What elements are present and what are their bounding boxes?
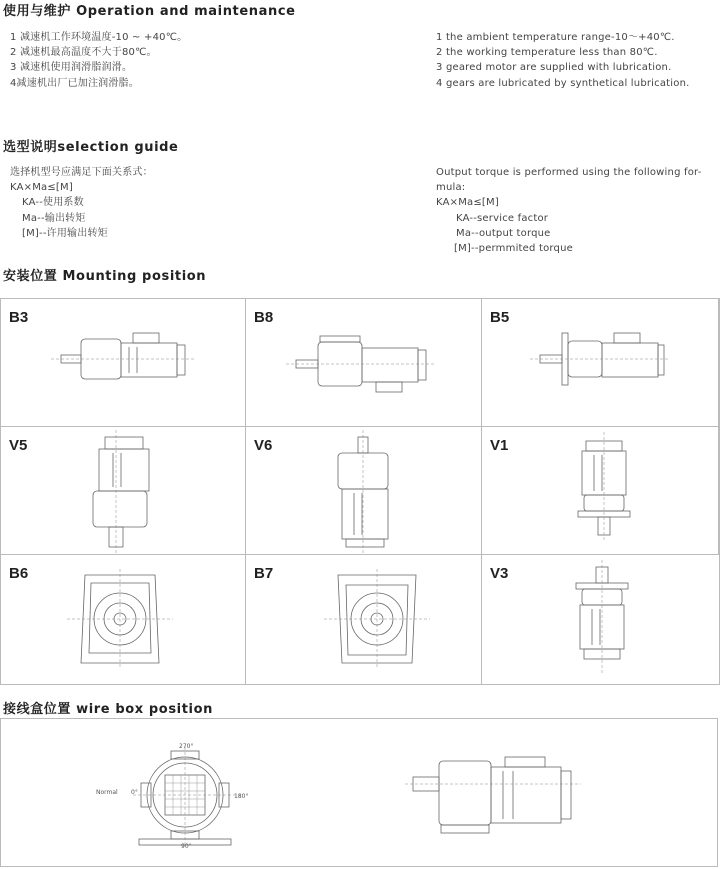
operation-en-list <box>436 30 690 91</box>
operation-en-item: 3 geared motor are supplied with lubrication. <box>436 62 672 74</box>
selection-cn-line: 选择机型号应满足下面关系式： <box>10 167 153 178</box>
selection-cn-line: KA--使用系数 <box>22 197 84 209</box>
selection-en-line: [M]--permmited torque <box>454 243 573 255</box>
mounting-cell-v5 <box>1 427 246 555</box>
selection-cn-line: [M]--许用输出转矩 <box>22 227 108 239</box>
mounting-cell-b8 <box>246 299 482 427</box>
position-label: V5 <box>9 437 28 454</box>
mounting-cell-b7 <box>246 555 482 684</box>
mounting-cell-v6 <box>246 427 482 555</box>
gear-motor-b8-drawing <box>296 334 436 394</box>
position-label: B5 <box>490 309 510 326</box>
selection-cn-formula: KA×Ma≤[M] <box>10 182 73 194</box>
selection-heading: 选型说明selection guide <box>3 140 179 155</box>
gear-motor-b5-drawing <box>540 329 670 389</box>
gear-motor-b7-drawing <box>332 569 422 669</box>
mounting-cell-b3 <box>1 299 246 427</box>
angle-90-label: 90° <box>181 843 192 850</box>
gear-motor-v1-drawing <box>576 437 646 547</box>
operation-en-item: 4 gears are lubricated by synthetical lubrication. <box>436 77 690 89</box>
position-label: B8 <box>254 309 274 326</box>
selection-cn-block <box>10 165 153 241</box>
operation-cn-item: 2 减速机最高温度不大于80℃。 <box>10 47 157 59</box>
mounting-cell-b5 <box>482 299 719 427</box>
gear-motor-b3-drawing <box>61 329 191 389</box>
selection-en-block <box>436 165 720 256</box>
position-label: B6 <box>9 565 29 582</box>
gear-motor-v6-drawing <box>334 435 404 555</box>
selection-en-line: KA--service factor <box>456 212 549 224</box>
mounting-cell-b6 <box>1 555 246 684</box>
normal-label: Normal <box>96 789 118 796</box>
operation-cn-item: 3 减速机使用润滑脂润滑。 <box>10 62 133 74</box>
position-label: B7 <box>254 565 274 582</box>
position-label: V6 <box>254 437 273 454</box>
selection-en-formula: KA×Ma≤[M] <box>436 197 499 209</box>
gear-motor-b6-drawing <box>75 569 165 669</box>
angle-180-label: 180° <box>234 793 249 800</box>
operation-en-item: 1 the ambient temperature range-10～+40℃. <box>436 32 675 43</box>
gear-motor-v5-drawing <box>93 435 163 555</box>
operation-cn-list <box>10 30 187 91</box>
mounting-cell-v3 <box>482 555 719 684</box>
operation-heading: 使用与维护 Operation and maintenance <box>3 4 296 19</box>
operation-en-item: 2 the working temperature less than 80℃. <box>436 47 658 59</box>
position-label: B3 <box>9 309 29 326</box>
motor-end-view-drawing <box>133 747 243 847</box>
angle-270-label: 270° <box>179 743 194 750</box>
operation-cn-item: 1 减速机工作环境温度-10 ~ +40℃。 <box>10 32 188 43</box>
wirebox-panel <box>0 718 718 867</box>
selection-en-line: Ma--output torque <box>456 227 551 239</box>
gear-motor-v3-drawing <box>574 565 644 680</box>
position-label: V1 <box>490 437 509 454</box>
operation-cn-item: 4减速机出厂已加注润滑脂。 <box>10 77 139 89</box>
motor-side-view-drawing <box>413 747 583 837</box>
mounting-cell-v1 <box>482 427 719 555</box>
mounting-grid <box>0 298 720 685</box>
selection-en-line: Output torque is performed using the following for-mula: <box>436 167 702 194</box>
mounting-heading: 安装位置 Mounting position <box>3 269 207 284</box>
angle-0-label: 0° <box>131 789 138 796</box>
position-label: V3 <box>490 565 509 582</box>
wirebox-heading: 接线盒位置 wire box position <box>3 702 213 717</box>
selection-cn-line: Ma--输出转矩 <box>22 212 86 224</box>
